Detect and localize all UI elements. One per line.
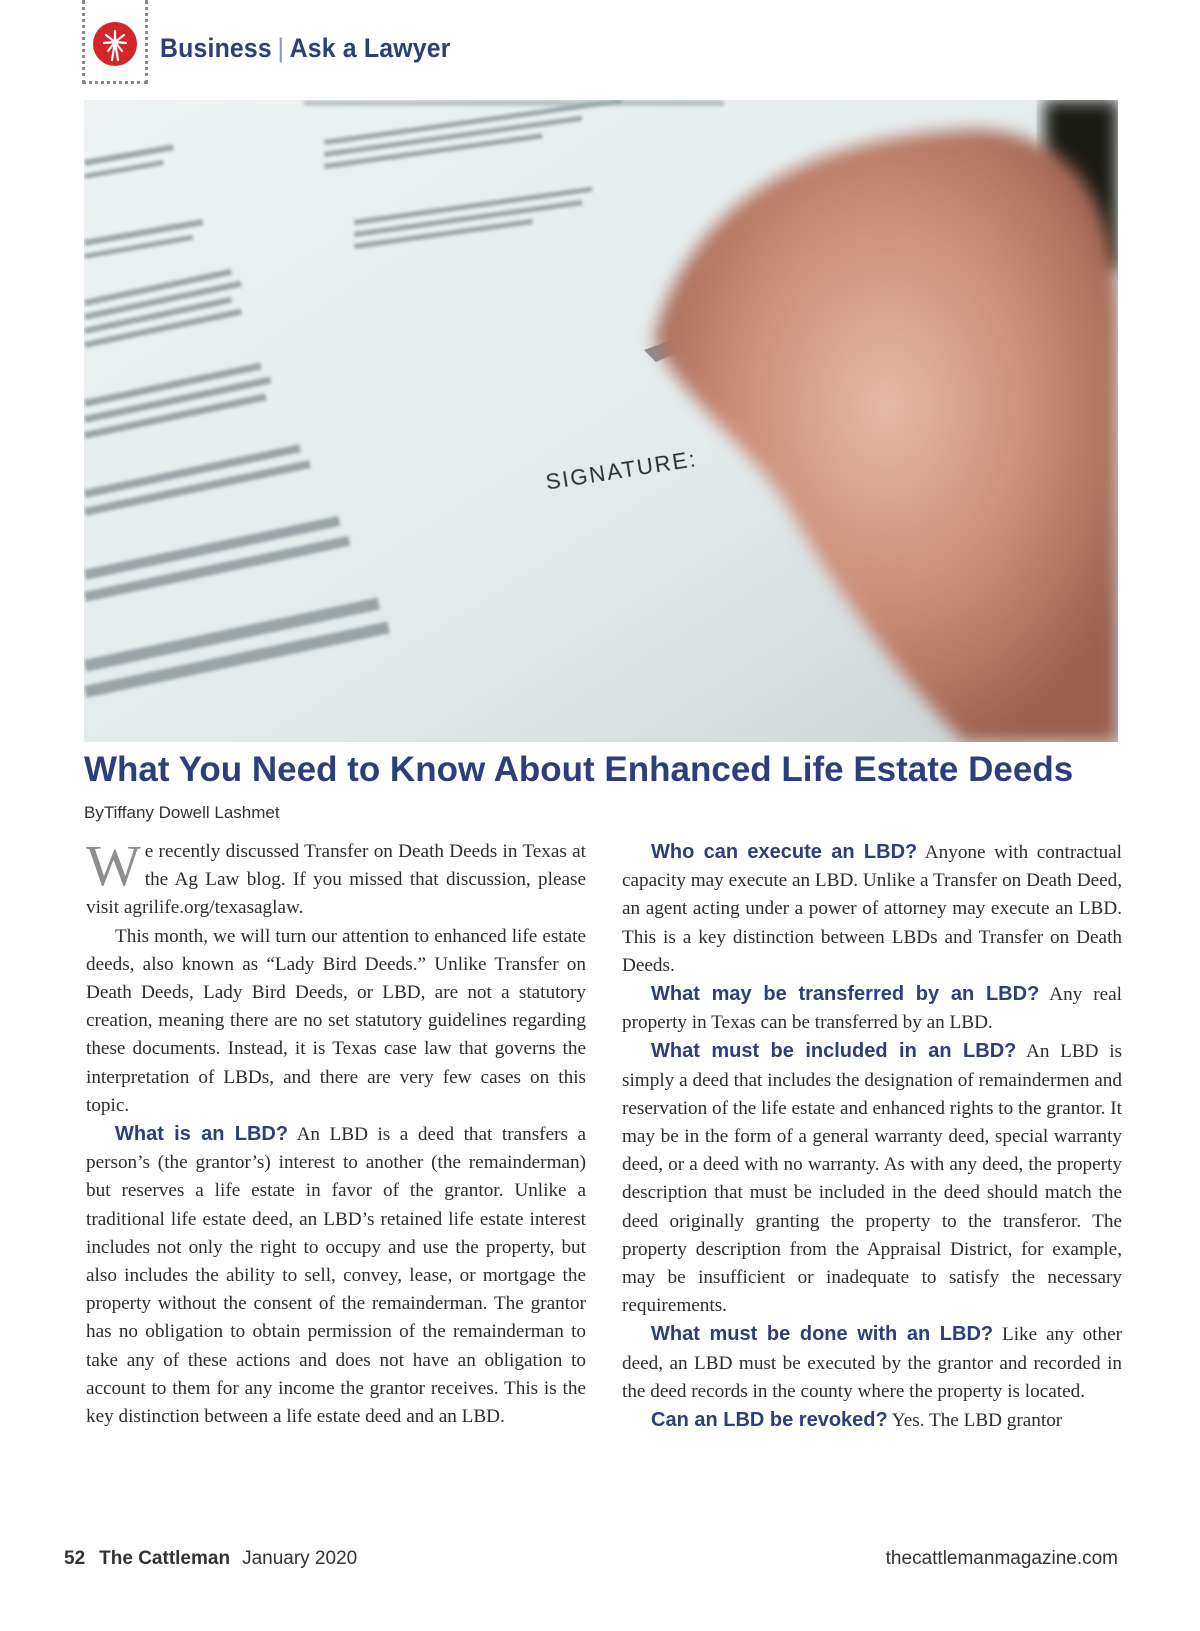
what-may-be-transferred-text: Any real property in Texas can be transferred by an LBD. bbox=[622, 984, 1122, 1034]
lady-bird-paragraph: This month, we will turn our attention to enhanced life estate deeds, also known as “Lady Bird Deeds.” Unlike Transfer on Death Deeds, Lady Bird Deeds, or LBD, are not a statutory creation, meaning there are no set statutory guidelines regarding these documents. Instead, it is Texas case law that governs the interpretation of LBDs, and there are very few cases on this topic. bbox=[86, 925, 586, 1116]
who-can-execute-paragraph bbox=[622, 838, 1122, 980]
section-logo-frame bbox=[82, 0, 148, 84]
windmill-icon bbox=[93, 22, 137, 66]
what-is-lbd-paragraph bbox=[86, 1120, 586, 1431]
signature-label: SIGNATURE: bbox=[544, 446, 699, 495]
right-column bbox=[622, 838, 1122, 1435]
what-may-be-transferred-heading: What may be transferred by an LBD? bbox=[651, 983, 1040, 1006]
what-must-be-done-text: Like any other deed, an LBD must be executed by the grantor and recorded in the deed records in the county where the property is located. bbox=[622, 1324, 1123, 1402]
left-column bbox=[86, 833, 586, 1431]
page-number: 52 bbox=[64, 1548, 86, 1569]
what-may-be-transferred-paragraph bbox=[622, 980, 1122, 1037]
can-be-revoked-paragraph bbox=[622, 1406, 1122, 1435]
what-must-be-included-heading: What must be included in an LBD? bbox=[651, 1040, 1017, 1063]
magazine-name: The Cattleman bbox=[99, 1548, 231, 1569]
intro-text: e recently discussed Transfer on Death Deeds in Texas at the Ag Law blog. If you missed that discussion, please visit agrilife.org/texasaglaw. bbox=[86, 841, 586, 919]
what-must-be-done-heading: What must be done with an LBD? bbox=[651, 1323, 994, 1346]
issue-date: January 2020 bbox=[242, 1548, 358, 1569]
what-is-lbd-text: An LBD is a deed that transfers a person’s (the grantor’s) interest to another (the remainderman) but reserves a life estate in favor of the grantor. Unlike a traditional life estate deed, an LBD’s retained life estate interest includes not only the right to occupy and use the property, but also includes the ability to sell, convey, lease, or mortgage the property without the consent of the remainderman. The grantor has no obligation to obtain permission of the remainderman to take any of these actions and does not have an obligation to account to them for any income the grantor receives. This is the key distinction between a life estate deed and an LBD. bbox=[86, 1124, 586, 1428]
page-footer bbox=[64, 1548, 1118, 1578]
byline: ByTiffany Dowell Lashmet bbox=[84, 803, 280, 822]
section-label: Business bbox=[160, 33, 272, 63]
what-must-be-included-text: An LBD is simply a deed that includes the designation of remaindermen and reservation of the life estate and enhanced rights to the grantor. It may be in the form of a general warranty deed, special warranty deed, or a deed with no warranty. As with any deed, the property description that must be included in the deed should match the deed originally granting the property to the transferor. The property description from the Appraisal District, for example, may be insufficient or inadequate to satisfy the necessary requirements. bbox=[622, 1041, 1122, 1317]
what-must-be-included-paragraph bbox=[622, 1037, 1122, 1320]
photo-illustration bbox=[84, 100, 1118, 742]
intro-paragraph bbox=[86, 833, 586, 923]
subsection-label: Ask a Lawyer bbox=[289, 33, 451, 63]
drop-cap: W bbox=[86, 833, 141, 898]
signature-photo bbox=[84, 100, 1118, 742]
who-can-execute-heading: Who can execute an LBD? bbox=[651, 841, 918, 863]
what-must-be-done-paragraph bbox=[622, 1320, 1122, 1406]
section-heading bbox=[160, 33, 451, 64]
section-divider: | bbox=[277, 33, 285, 63]
magazine-url[interactable]: thecattlemanmagazine.com bbox=[885, 1548, 1118, 1569]
can-be-revoked-heading: Can an LBD be revoked? bbox=[651, 1409, 888, 1432]
article-title: What You Need to Know About Enhanced Life Estate Deeds bbox=[84, 750, 1074, 789]
what-is-lbd-heading: What is an LBD? bbox=[115, 1123, 289, 1146]
can-be-revoked-text: Yes. The LBD grantor bbox=[887, 1410, 1063, 1432]
who-can-execute-text: Anyone with contractual capacity may execute an LBD. Unlike a Transfer on Death Deed, an agent acting under a power of attorney may execute an LBD. This is a key distinction between LBDs and Transfer on Death Deeds. bbox=[622, 842, 1123, 976]
